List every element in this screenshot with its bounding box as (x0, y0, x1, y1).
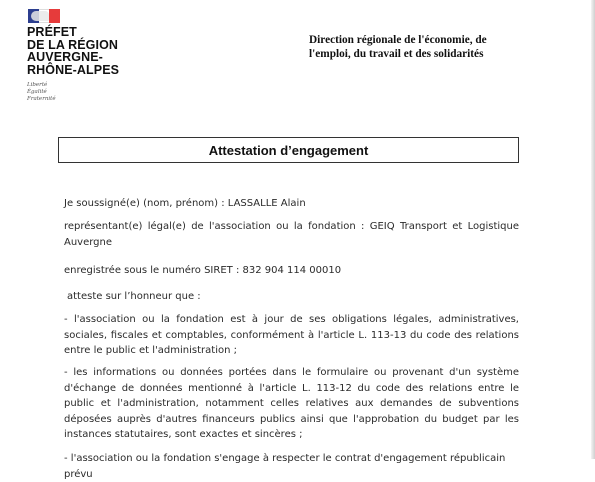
motto-line: Liberté (27, 82, 48, 88)
direction-heading (309, 33, 549, 61)
logo-line: AUVERGNE- (27, 50, 103, 64)
logo-line: PRÉFET (27, 25, 77, 39)
motto-line: Fraternité (27, 96, 56, 102)
direction-line: l'emploi, du travail et des solidarités (309, 48, 484, 60)
obligation-paragraph-3: - l'association ou la fondation s'engage à respecter le contrat d'engagement républicain prévu (64, 453, 506, 480)
logo-line: DE LA RÉGION (27, 37, 119, 52)
obligation-paragraph-2: - les informations ou données portées dans le formulaire ou provenant d'un système d'échange de données mentionné à l'article L. 113-12 du code des relations entre le public et l'administration, notamment celles relatives aux demandes de subventions déposées auprès d'autres financeurs publics ainsi que l'approbation du budget par les instances statutaires, sont exactes et sincères ; (64, 367, 519, 440)
logo-line: RHÔNE-ALPES (27, 62, 120, 77)
republic-motto (27, 82, 147, 103)
prefet-logo (27, 9, 147, 103)
prefet-title (27, 26, 147, 76)
page-edge (591, 0, 595, 459)
signatory-line: Je soussigné(e) (nom, prénom) : LASSALLE Alain (64, 198, 306, 209)
atteste-line: atteste sur l’honneur que : (67, 291, 201, 302)
siret-line: enregistrée sous le numéro SIRET : 832 904 114 00010 (64, 265, 342, 276)
document-title-box (58, 137, 519, 163)
obligation-paragraph-1: - l'association ou la fondation est à jour de ses obligations légales, administratives, sociales, fiscales et comptables, conformément à l'article L. 113-13 du code des relations entre le public et l'administration ; (64, 314, 519, 356)
document-title: Attestation d’engagement (208, 142, 369, 158)
direction-line: Direction régionale de l'économie, de (309, 34, 487, 46)
representative-line: représentant(e) légal(e) de l'association ou la fondation : GEIQ Transport et Logistique Auvergne (64, 221, 519, 248)
marianne-flag-icon (28, 9, 60, 23)
motto-line: Égalité (27, 89, 47, 95)
